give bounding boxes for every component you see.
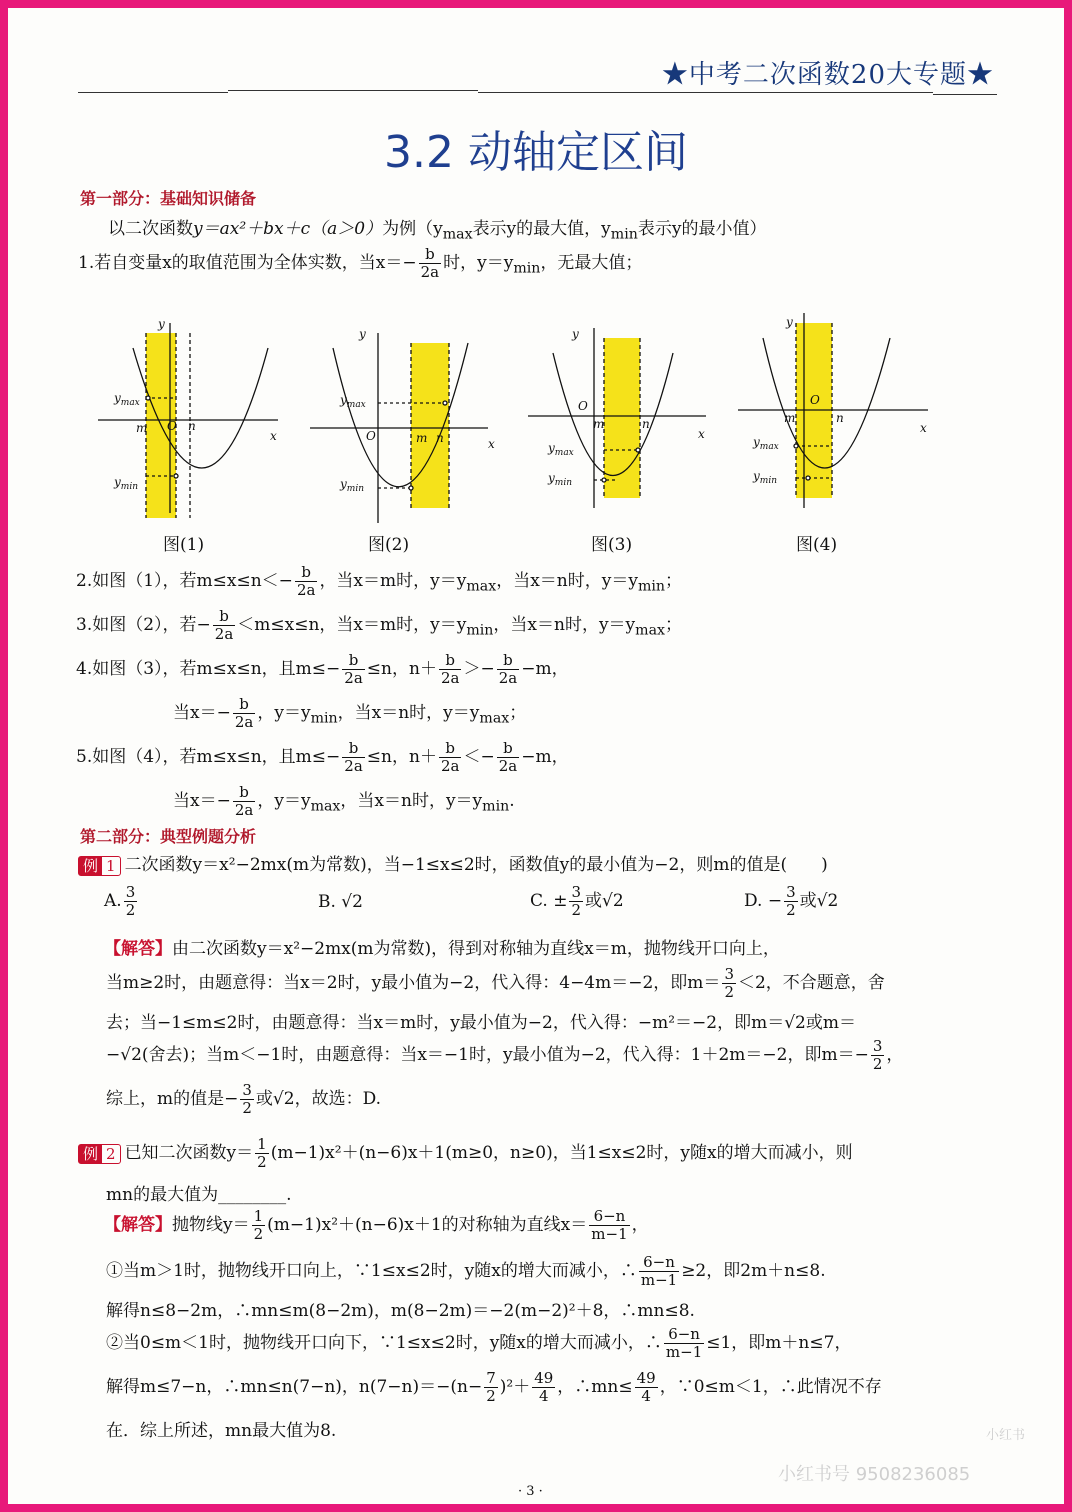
watermark-logo: 小红书 <box>986 1428 1026 1443</box>
fig3-o-label: O <box>578 399 588 413</box>
header-rule-end <box>933 94 997 95</box>
part1-heading: 第一部分：基础知识储备 <box>80 189 257 208</box>
series-title: ★中考二次函数20大专题★ <box>661 60 994 90</box>
item-5: 5.如图（4），若m≤x≤n，且m≤− $\frac{b}{2a}$ ≤n，n＋ $\frac{b}{2a}$ ＜− $\frac{b}{2a}$ −m， <box>76 739 569 775</box>
page-number: · 3 · <box>518 1484 543 1499</box>
fig3-y-label: y <box>572 327 579 341</box>
item-3: 3.如图（2），若− $\frac{b}{2a}$ ＜m≤x≤n，当x＝m时，$y=y_{min}$，当x＝n时，$y=y_{max}$； <box>76 607 683 643</box>
fig1-ymin-label: $y_{min}$ <box>114 475 138 492</box>
fig1-ymax-label: $y_{max}$ <box>114 391 140 408</box>
fig3-x-label: x <box>698 427 705 441</box>
example-1-option-b: B. √2 <box>318 892 363 912</box>
header-rule-left <box>78 92 228 93</box>
watermark-id: 小红书号 9508236085 <box>778 1464 971 1485</box>
example-2-question: 例 2 已知二次函数y＝ $\frac{1}{2}$ (m−1)x²＋(n−6)x＋1(m≥0，n≥0)，当1≤x≤2时，y随x的增大而减小，则 <box>78 1136 853 1171</box>
fig1-o-label: O <box>167 419 177 433</box>
example-1-option-c: C. ± $\frac{3}{2}$ 或√2 <box>530 883 624 919</box>
fig2-y-label: y <box>359 327 366 341</box>
fig3-ymin-label: $y_{min}$ <box>548 471 572 488</box>
fig4-m-label: m <box>784 411 796 425</box>
example-2-solution-5: 解得m≤7−n，∴mn≤n(7−n)，n(7−n)＝−(n− $\frac{7}{2}$ )²＋ $\frac{49}{4}$ ，∴mn≤ $\frac{49}{4}$ ，∵0≤m＜1，∴此情况不存 <box>106 1369 882 1405</box>
fig4-ymin-label: $y_{min}$ <box>753 469 777 486</box>
fig4-ymax-label: $y_{max}$ <box>753 435 779 452</box>
fig4-o-label: O <box>810 393 820 407</box>
fig1-m-label: m <box>136 421 148 435</box>
example-1-solution-2: 当m≥2时，由题意得：当x＝2时，y最小值为−2，代入得：4−4m＝−2，即m＝ $\frac{3}{2}$ ＜2，不合题意，舍 <box>106 965 885 1001</box>
fig4-x-label: x <box>920 421 927 435</box>
fig1-n-label: n <box>188 419 196 433</box>
fig3-n-label: n <box>642 417 650 431</box>
fig2-ymin-label: $y_{min}$ <box>340 477 364 494</box>
fig2-x-label: x <box>488 437 495 451</box>
fig2-n-label: n <box>436 431 444 445</box>
parabola-figures <box>78 298 958 568</box>
header-rule-right <box>478 92 933 93</box>
example-1-solution-4: −√2(舍去)；当m＜−1时，由题意得：当x＝−1时，y最小值为−2，代入得：1＋2m＝−2，即m＝− $\frac{3}{2}$ ， <box>106 1037 904 1073</box>
example-2-solution-1: 【解答】抛物线y＝ $\frac{1}{2}$ (m−1)x²＋(n−6)x＋1的对称轴为直线x＝ $\frac{6-n}{m-1}$ ， <box>104 1207 649 1243</box>
part2-heading: 第二部分：典型例题分析 <box>80 827 257 846</box>
item-4-line2: 当x＝− $\frac{b}{2a}$ ，$y=y_{min}$，当x＝n时，$y=y_{max}$； <box>173 695 527 731</box>
item-1: 1.若自变量x的取值范围为全体实数，当x＝− $\frac{b}{2a}$ 时，$y=y_{min}$，无最大值； <box>78 245 643 281</box>
item-4: 4.如图（3），若m≤x≤n，且m≤− $\frac{b}{2a}$ ≤n，n＋ $\frac{b}{2a}$ ＞− $\frac{b}{2a}$ −m， <box>76 651 569 687</box>
fig4-y-label: y <box>786 315 793 329</box>
example-1-question: 例 1 二次函数y＝x²−2mx(m为常数)，当−1≤x≤2时，函数值y的最小值为−2，则m的值是( ) <box>78 850 828 876</box>
example-2-question-line2: mn的最大值为________. <box>106 1185 292 1205</box>
fig3-m-label: m <box>593 417 605 431</box>
example-1-option-d: D. − $\frac{3}{2}$ 或√2 <box>744 883 839 919</box>
figure-2 <box>310 333 488 523</box>
example-1-option-a: A. $\frac{3}{2}$ <box>104 883 136 919</box>
part1-intro: 以二次函数y＝ax²＋bx＋c（a＞0）为例（$y_{max}$表示y的最大值，$y_{min}$表示y的最小值） <box>108 219 767 243</box>
example-1-badge: 例 1 <box>78 856 121 876</box>
fig1-x-label: x <box>270 429 277 443</box>
item-2: 2.如图（1），若m≤x≤n＜− $\frac{b}{2a}$ ，当x＝m时，$y=y_{max}$，当x＝n时，$y=y_{min}$； <box>76 563 683 599</box>
fig1-y-label: y <box>158 317 165 331</box>
fig2-ymax-label: $y_{max}$ <box>340 393 366 410</box>
fig4-n-label: n <box>836 411 844 425</box>
example-2-solution-3: 解得n≤8−2m，∴mn≤m(8−2m)，m(8−2m)＝−2(m−2)²＋8，∴mn≤8. <box>106 1301 695 1321</box>
figure-caption-1: 图(1) <box>163 535 205 555</box>
item-5-line2: 当x＝− $\frac{b}{2a}$ ，$y=y_{max}$，当x＝n时，$y=y_{min}$. <box>173 783 515 819</box>
example-2-solution-2: ①当m＞1时，抛物线开口向上，∵1≤x≤2时，y随x的增大而减小，∴ $\frac{6-n}{m-1}$ ≥2，即2m＋n≤8. <box>106 1253 826 1289</box>
band-3 <box>604 338 640 498</box>
figure-caption-3: 图(3) <box>591 535 633 555</box>
example-2-solution-6: 在．综上所述，mn最大值为8. <box>106 1421 337 1441</box>
header-rule-mid <box>228 90 478 91</box>
example-1-solution-3: 去；当−1≤m≤2时，由题意得：当x＝m时，y最小值为−2，代入得：−m²＝−2，即m＝√2或m＝ <box>106 1013 856 1033</box>
example-1-solution-1: 【解答】由二次函数y＝x²−2mx(m为常数)，得到对称轴为直线x＝m，抛物线开口向上， <box>104 939 780 959</box>
example-1-solution-5: 综上，m的值是− $\frac{3}{2}$ 或√2，故选：D. <box>106 1081 381 1117</box>
document-page <box>8 8 1064 1504</box>
figure-caption-4: 图(4) <box>796 535 838 555</box>
example-2-badge: 例 2 <box>78 1144 121 1164</box>
example-2-solution-4: ②当0≤m＜1时，抛物线开口向下，∵1≤x≤2时，y随x的增大而减小，∴ $\frac{6-n}{m-1}$ ≤1，即m＋n≤7， <box>106 1325 852 1361</box>
fig2-o-label: O <box>366 429 376 443</box>
fig2-m-label: m <box>416 431 428 445</box>
figure-caption-2: 图(2) <box>368 535 410 555</box>
fig3-ymax-label: $y_{max}$ <box>548 441 574 458</box>
page-title: 3.2 动轴定区间 <box>384 127 688 178</box>
